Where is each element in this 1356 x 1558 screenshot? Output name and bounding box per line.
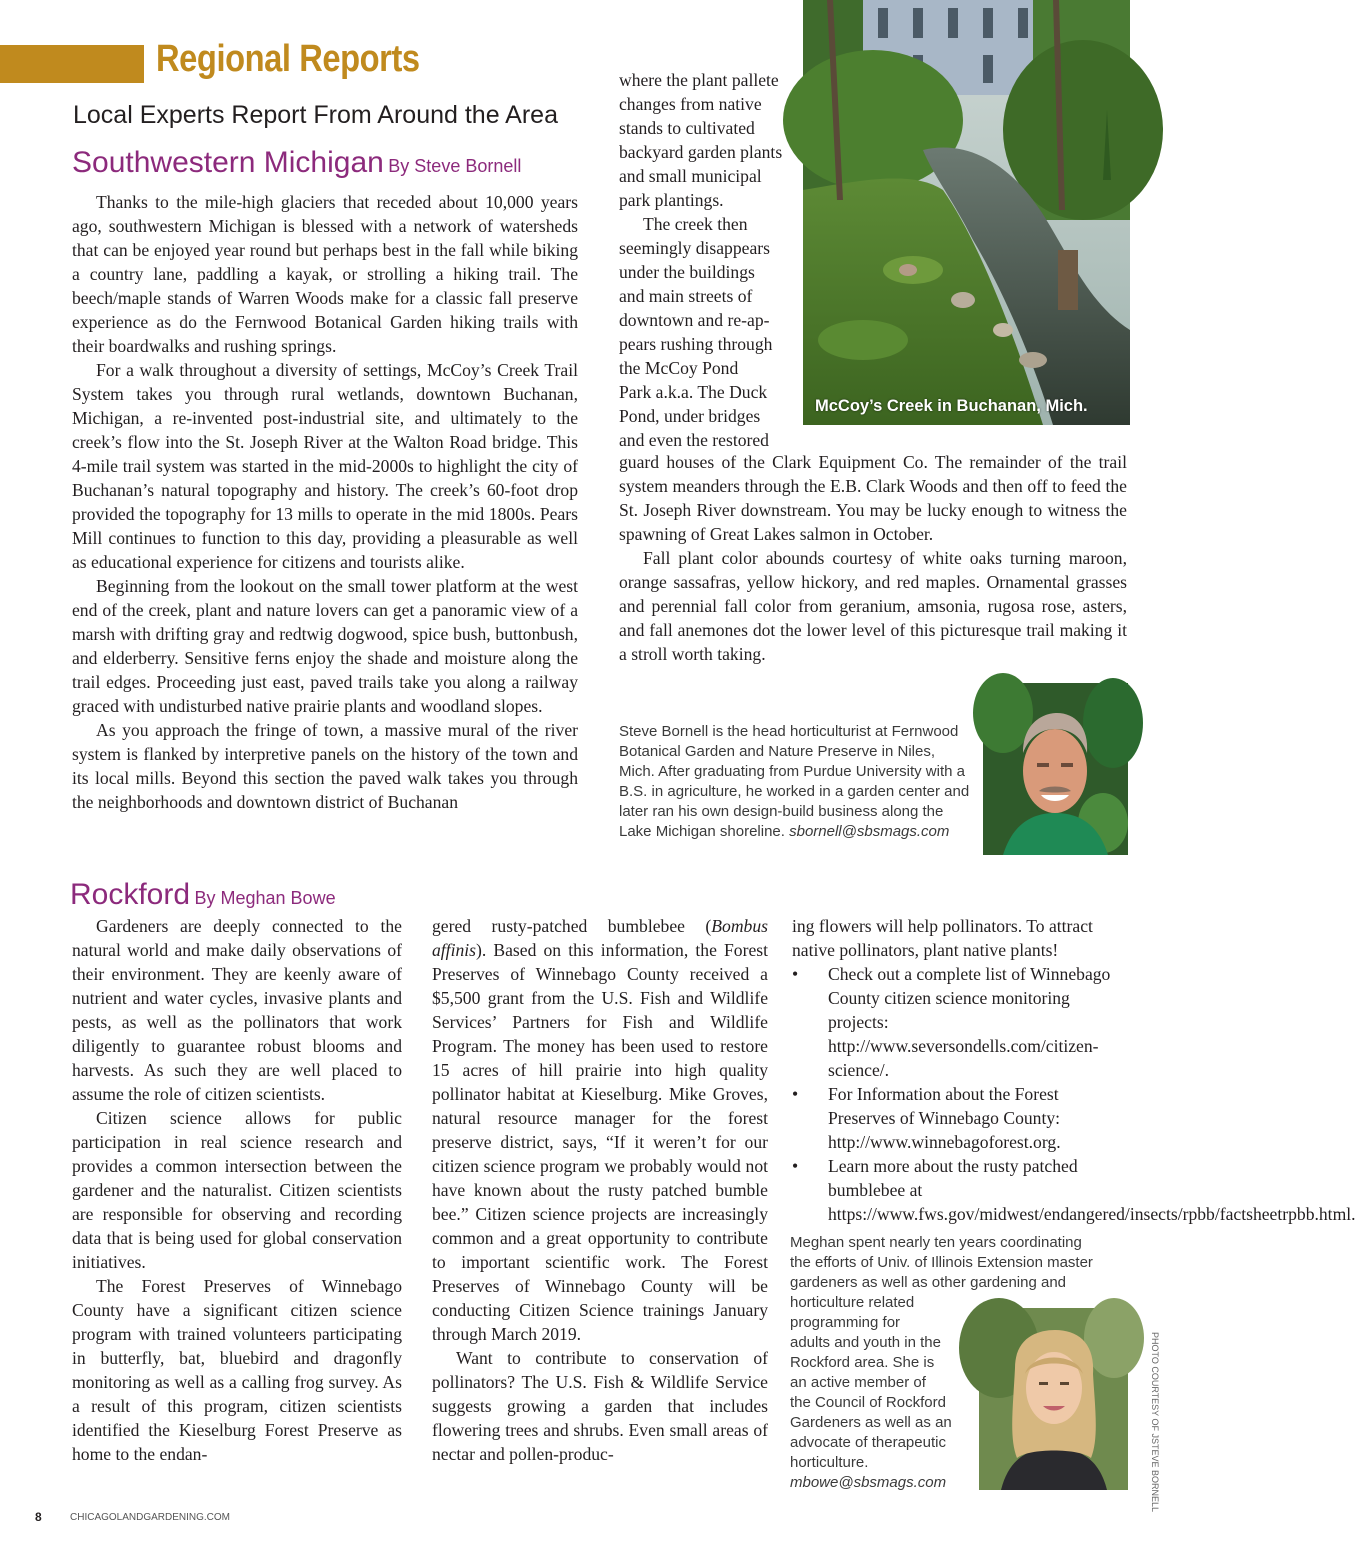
page-number: 8 <box>35 1510 42 1524</box>
bullet-icon: • <box>792 964 799 984</box>
bio-line: the efforts of Univ. of Illinois Extension master <box>790 1254 1093 1271</box>
paragraph: As you approach the fringe of town, a massive mural of the river system is flanked by interpretive panels on the history of the town and its local mills. Beyond this section the paved walk takes you through the neighborhoods and downtown district of Buchanan <box>72 720 578 812</box>
text-line: under the buildings <box>619 262 755 282</box>
text-line: Park a.k.a. The Duck <box>619 382 768 402</box>
text-line: seemingly disappears <box>619 238 770 258</box>
southwestern-byline: By Steve Bornell <box>388 156 522 176</box>
footer-site[interactable]: CHICAGOLANDGARDENING.COM <box>70 1512 231 1523</box>
paragraph: Beginning from the lookout on the small tower platform at the west end of the creek, plant and nature lovers can get a panoramic view of a marsh with drifting gray and redtwig dogwood, spice bush, buttonbush, and elderberry. Sensitive ferns enjoy the shade and moisture along the trail edges. Proceeding just east, paved trails take you along a railway graced with undisturbed native prairie plants and woodland slopes. <box>72 576 578 716</box>
text-line: and even the restored <box>619 430 769 450</box>
bio-line: horticulture. <box>790 1454 869 1471</box>
paragraph: For a walk throughout a diversity of settings, McCoy’s Creek Trail System takes you through rural wetlands, downtown Buchanan, Michigan, a re-invented post-industrial site, and ultimately to the creek’s flow into the St. Joseph River at the Walton Road bridge. This 4-mile trail system was started in the mid-2000s to highlight the city of Buchanan’s natural topography and history. The creek’s 60-foot drop provided the topography for 13 mills to operate in the mid 1800s. Pears Mill continues to function to this day, providing a pleasurable as well as educational experience for citizens and tourists alike. <box>72 360 578 572</box>
paragraph: Want to contribute to conservation of pollinators? The U.S. Fish & Wildlife Service suggests growing a garden that includes flowering trees and shrubs. Even small areas of nectar and pollen-produc- <box>432 1348 768 1464</box>
list-item <box>792 962 1128 1082</box>
text-line: the McCoy Pond <box>619 358 739 378</box>
creek-photo-illustration <box>803 0 1130 425</box>
paragraph: ing flowers will help pollinators. To attract native pollinators, plant native plants! <box>792 916 1093 960</box>
text-span: gered rusty-patched bumblebee ( <box>432 916 712 936</box>
paragraph: guard houses of the Clark Equipment Co. The remainder of the trail system meanders through the E.B. Clark Woods and then off to feed the St. Joseph River downstream. You may be lucky enough to witness the spawning of Great Lakes salmon in October. <box>619 452 1127 544</box>
paragraph: Citizen science allows for public participation in real science research and provides a common intersection between the gardener and the naturalist. Citizen scientists are responsible for observing and recording data that is being used for global conservation initiatives. <box>72 1108 402 1272</box>
bio-line: programming for <box>790 1314 901 1331</box>
rockford-byline: By Meghan Bowe <box>194 888 336 908</box>
paragraph: Fall plant color abounds courtesy of white oaks turning maroon, orange sassafras, yellow hickory, and red maples. Ornamental grasses and perennial fall color from geranium, amsonia, rugosa rose, asters, and fall anemones dot the lower level of this picturesque trail making it a stroll worth taking. <box>619 548 1127 664</box>
page-subtitle: Local Experts Report From Around the Area <box>73 101 558 129</box>
text-line: backyard garden plants <box>619 142 783 162</box>
steve-bio <box>619 722 971 842</box>
rockford-column-1 <box>72 914 402 1466</box>
bio-line: Gardeners as well as an <box>790 1414 952 1431</box>
southwestern-heading <box>72 146 521 180</box>
paragraph: Thanks to the mile-high glaciers that receded about 10,000 years ago, southwestern Michigan is blessed with a network of watersheds that can be enjoyed year round but perhaps best in the fall while biking a country lane, paddling a kayak, or strolling a hiking trail. The beech/maple stands of Warren Woods make for a classic fall preserve experience as do the Fernwood Botanical Garden hiking trails with their boardwalks and rushing springs. <box>72 192 578 356</box>
rockford-region-name: Rockford <box>70 878 191 911</box>
resource-list <box>792 962 1356 1226</box>
meghan-portrait-illustration <box>979 1308 1128 1490</box>
text-line: Pond, under bridges <box>619 406 761 426</box>
section-title: Regional Reports <box>156 38 420 80</box>
paragraph: Gardeners are deeply connected to the natural world and make daily observations of their environment. They are keenly aware of nutrient and water cycles, invasive plants and pests, as well as the pollinators that work diligently to guarantee robust blooms and harvests. As such they are well placed to assume the role of citizen scientists. <box>72 916 402 1104</box>
bio-text: Steve Bornell is the head horticulturist at Fernwood Botanical Garden and Nature Preserve in Niles, Mich. After graduating from Purdue University with a B.S. in agriculture, he worked in a garden center and later ran his own design-build business along the Lake Michigan shoreline. <box>619 723 970 840</box>
bio-email[interactable]: mbowe@sbsmags.com <box>790 1474 947 1491</box>
text-line: pears rushing through <box>619 334 773 354</box>
southwestern-region-name: Southwestern Michigan <box>72 146 384 179</box>
rockford-heading <box>70 878 336 912</box>
photo-caption: McCoy’s Creek in Buchanan, Mich. <box>815 397 1088 415</box>
mccoys-creek-photo <box>803 0 1130 425</box>
southwestern-column-2-narrow <box>619 68 809 452</box>
meghan-bowe-headshot <box>979 1308 1128 1490</box>
paragraph <box>432 914 768 1346</box>
rockford-column-2 <box>432 914 768 1466</box>
text-line: and main streets of <box>619 286 753 306</box>
bio-line: Meghan spent nearly ten years coordinating <box>790 1234 1082 1251</box>
bio-line: an active member of <box>790 1374 926 1391</box>
bio-line: gardeners as well as other gardening and <box>790 1274 1067 1291</box>
text-line: The creek then <box>643 214 748 234</box>
text-line: and small municipal <box>619 166 762 186</box>
text-span: ). Based on this information, the Forest Preserves of Winnebago County received a $5,500 grant from the U.S. Fish and Wildlife Services’ Partners for Fish and Wildlife Program. The money has been used to restore 15 acres of hill prairie into high quality pollinator habitat at Kieselburg. Mike Groves, natural resource manager for the forest preserve district, says, “If it weren’t for our citizen science program we probably would not have known about the rusty patched bumble bee.” Citizen science projects are increasingly common and a great opportunity to contribute to important scientific work. The Forest Preserves of Winnebago County will be conducting Citizen Science trainings January through March 2019. <box>432 940 768 1344</box>
text-line: downtown and re-ap- <box>619 310 770 330</box>
list-item <box>792 1082 1128 1154</box>
photo-credit: PHOTO COURTESY OF JSTEVE BORNELL <box>1150 1332 1160 1513</box>
rockford-column-3 <box>792 914 1356 1226</box>
list-item-text[interactable]: Check out a complete list of Winnebago County citizen science monitoring projects: http://www.seversondells.com/citizen-science/. <box>828 964 1111 1080</box>
bio-line: Rockford area. She is <box>790 1354 935 1371</box>
list-item <box>792 1154 1356 1226</box>
bio-email[interactable]: sbornell@sbsmags.com <box>789 823 950 840</box>
paragraph: The Forest Preserves of Winnebago County have a significant citizen science program with trained volunteers participating in butterfly, bat, bluebird and dragonfly monitoring as well as a calling frog survey. As a result of this program, citizen scientists identified the Kieselburg Forest Preserve as home to the endan- <box>72 1276 402 1464</box>
bio-line: advocate of therapeutic <box>790 1434 946 1451</box>
list-item-text[interactable]: Learn more about the rusty patched bumblebee at https://www.fws.gov/midwest/endangered/insects/rpbb/factsheetrpbb.html. <box>828 1156 1356 1224</box>
species-name: Bombus affinis <box>432 916 768 960</box>
list-item-text[interactable]: For Information about the Forest Preserves of Winnebago County: http://www.winnebagoforest.org. <box>828 1084 1061 1152</box>
section-accent-bar <box>0 45 144 83</box>
southwestern-column-1 <box>72 190 578 814</box>
bio-line: adults and youth in the <box>790 1334 941 1351</box>
bullet-icon: • <box>792 1156 799 1176</box>
bullet-icon: • <box>792 1084 799 1104</box>
southwestern-column-2-wide <box>619 450 1127 666</box>
text-line: where the plant pallete <box>619 70 779 90</box>
text-line: park plantings. <box>619 190 724 210</box>
text-line: changes from native <box>619 94 762 114</box>
bio-line: the Council of Rockford <box>790 1394 946 1411</box>
bio-line: horticulture related <box>790 1294 915 1311</box>
steve-portrait-illustration <box>983 683 1128 855</box>
text-line: stands to cultivated <box>619 118 755 138</box>
steve-bornell-headshot <box>983 683 1128 855</box>
